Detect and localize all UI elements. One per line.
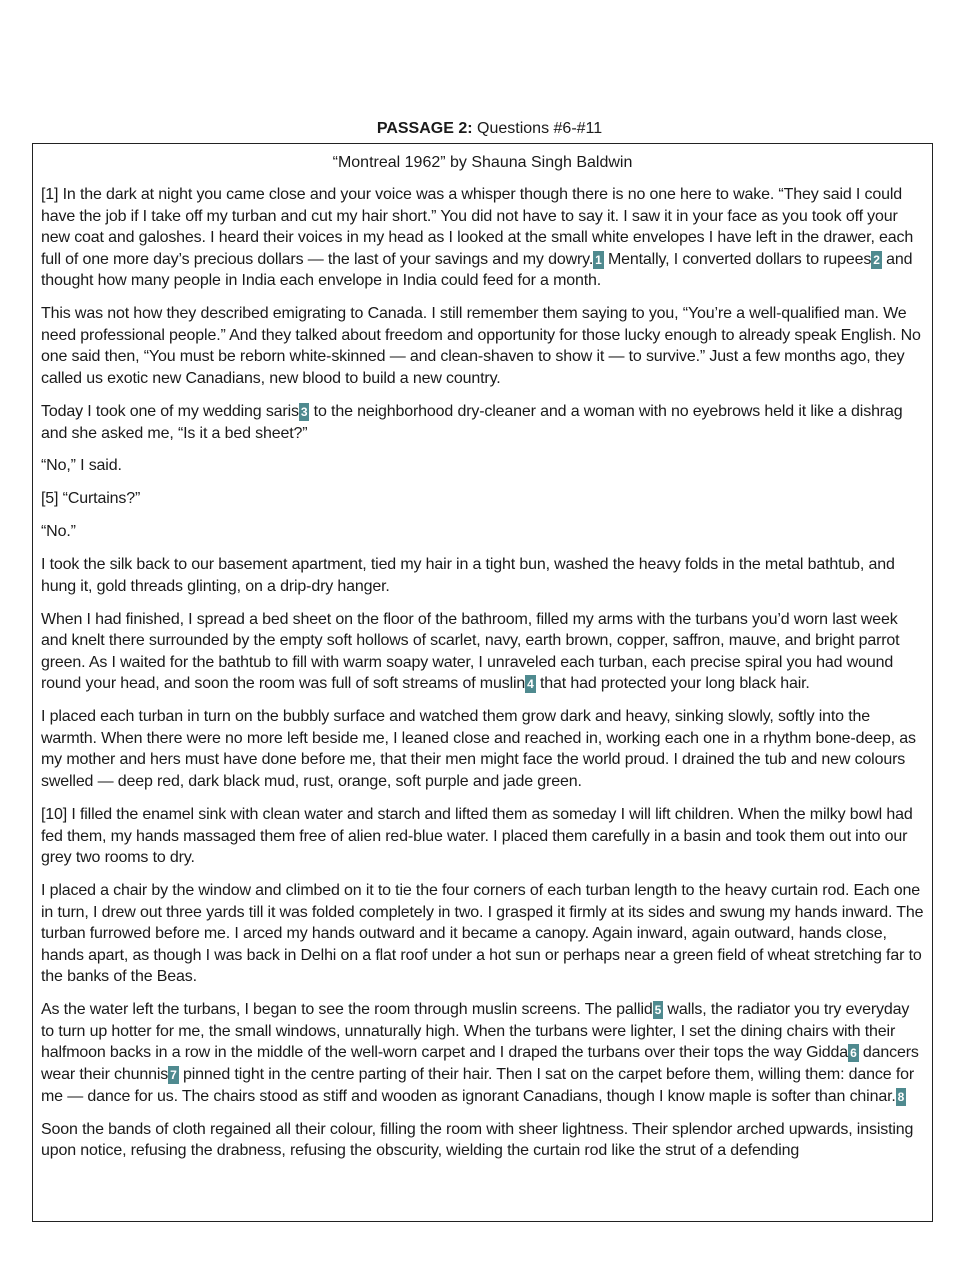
paragraph <box>41 880 924 988</box>
paragraph <box>41 184 924 292</box>
paragraph-text: I took the silk back to our basement apartment, tied my hair in a tight bun, washed the heavy folds in the metal bathtub, and hung it, gold threads glinting, on a drip-dry hanger. <box>41 556 895 595</box>
footnote-marker[interactable]: 8 <box>897 1089 905 1104</box>
paragraph-text: This was not how they described emigrating to Canada. I still remember them saying to you, “You’re a well-qualified man. We need professional people.” And they talked about freedom and opportunity for those lucky enough to already speak English. No one said then, “You must be reborn white-skinned — and clean-shaven to show it — to survive.” Just a few months ago, they called us exotic new Canadians, new blood to build a new country. <box>41 305 921 388</box>
paragraph <box>41 804 924 869</box>
passage-body <box>41 184 924 1162</box>
paragraph-text: that had protected your long black hair. <box>535 675 810 693</box>
footnote-marker[interactable]: 3 <box>300 404 308 419</box>
paragraph <box>41 521 924 543</box>
footnote-marker[interactable]: 2 <box>873 252 880 267</box>
footnote-marker[interactable]: 7 <box>170 1068 177 1083</box>
paragraph-text: [10] I filled the enamel sink with clean water and starch and lifted them as someday I will lift children. When the milky bowl had fed them, my hands massaged them free of alien red-blue water. I placed them carefully in a basin and took them out into our grey two rooms to dry. <box>41 805 913 867</box>
paragraph-text: walls, the radiator you try everyday to turn up hotter for me, the small windows, unnaturally high. When the turbans were lighter, I set the dining chairs with their halfmoon backs in a row in the middle of the well-worn carpet and I draped the turbans over their tops the way Gidda <box>41 1001 910 1062</box>
passage-header <box>0 119 979 139</box>
paragraph-text: Soon the bands of cloth regained all their colour, filling the room with sheer lightness. Their splendor arched upwards, insisting upon notice, refusing the drabness, refusing the obscurity, wielding the curtain rod like the strut of a defending <box>41 1120 914 1160</box>
paragraph-text: pinned tight in the centre parting of their hair. Then I sat on the carpet before them, willing them: dance for me — dance for us. The chairs stood as stiff and wooden as ignorant Canadians, though I know maple is softer than chinar. <box>41 1066 915 1105</box>
paragraph-text: I placed each turban in turn on the bubbly surface and watched them grow dark and heavy, sinking slowly, softly into the warmth. When there were no more left beside me, I leaned close and reached in, working each one in a rhythm bone-deep, as my mother and hers must have done before me, that their men might face the world proud. I drained the tub and new colours swelled — deep red, dark black mud, rust, orange, soft purple and jade green. <box>41 708 916 791</box>
footnote-marker[interactable]: 4 <box>527 677 534 692</box>
paragraph <box>41 999 924 1107</box>
paragraph-text: dancers wear their chunnis <box>41 1044 919 1084</box>
footnote-marker[interactable]: 5 <box>654 1003 662 1018</box>
paragraph-text: [5] “Curtains?” <box>41 490 141 508</box>
paragraph-text: When I had finished, I spread a bed sheet on the floor of the bathroom, filled my arms with the turbans you’d worn last week and knelt there surrounded by the empty soft hollows of scarlet, navy, earth brown, copper, saffron, mauve, and bright parrot green. As I waited for the bathtub to fill with warm soapy water, I unraveled each turban, each precise spiral you had wound round your head, and soon the room was full of soft streams of muslin <box>41 610 900 693</box>
passage-label: PASSAGE 2: <box>376 120 473 137</box>
passage-box <box>32 143 933 1222</box>
paragraph-text: Today I took one of my wedding saris <box>41 402 299 420</box>
paragraph <box>41 401 924 444</box>
passage-questions: Questions #6-#11 <box>477 120 603 137</box>
paragraph <box>41 488 924 510</box>
paragraph <box>41 1119 924 1162</box>
paragraph <box>41 303 924 389</box>
paragraph-text: to the neighborhood dry-cleaner and a woman with no eyebrows held it like a dishrag and she asked me, “Is it a bed sheet?” <box>41 402 903 442</box>
paragraph <box>41 706 924 792</box>
paragraph <box>41 554 924 597</box>
paragraph <box>41 609 924 695</box>
paragraph <box>41 455 924 477</box>
paragraph-text: and thought how many people in India each envelope in India could feed for a month. <box>41 250 913 290</box>
paragraph-text: As the water left the turbans, I began to see the room through muslin screens. The pallid <box>41 1001 653 1019</box>
paragraph-text: I placed a chair by the window and climbed on it to tie the four corners of each turban length to the heavy curtain rod. Each one in turn, I drew out three yards till it was folded completely in two. I grasped it firmly at its sides and swung my hands inward. The turban furrowed before me. I arced my hands outward and it became a canopy. Again inward, again outward, hands close, hands apart, as though I was back in Delhi on a flat roof under a hot sun or perhaps near a green field of wheat stretching far to the banks of the Beas. <box>41 882 924 986</box>
footnote-marker[interactable]: 1 <box>595 252 602 267</box>
paragraph-text: “No,” I said. <box>41 457 122 475</box>
paragraph-text: Mentally, I converted dollars to rupees <box>603 250 872 268</box>
footnote-marker[interactable]: 6 <box>850 1046 857 1061</box>
passage-title: “Montreal 1962” by Shauna Singh Baldwin <box>332 154 633 171</box>
paragraph-text: “No.” <box>41 523 76 541</box>
paragraph-text: [1] In the dark at night you came close and your voice was a whisper though there is no one here to wake. “They said I could have the job if I take off my turban and cut my hair short.” You did not have to say it. I saw it in your face as you took off your new coat and galoshes. I heard their voices in my head as I looked at the small white envelopes I have left in the drawer, each full of one more day’s precious dollars — the last of your savings and my dowry. <box>41 186 914 268</box>
